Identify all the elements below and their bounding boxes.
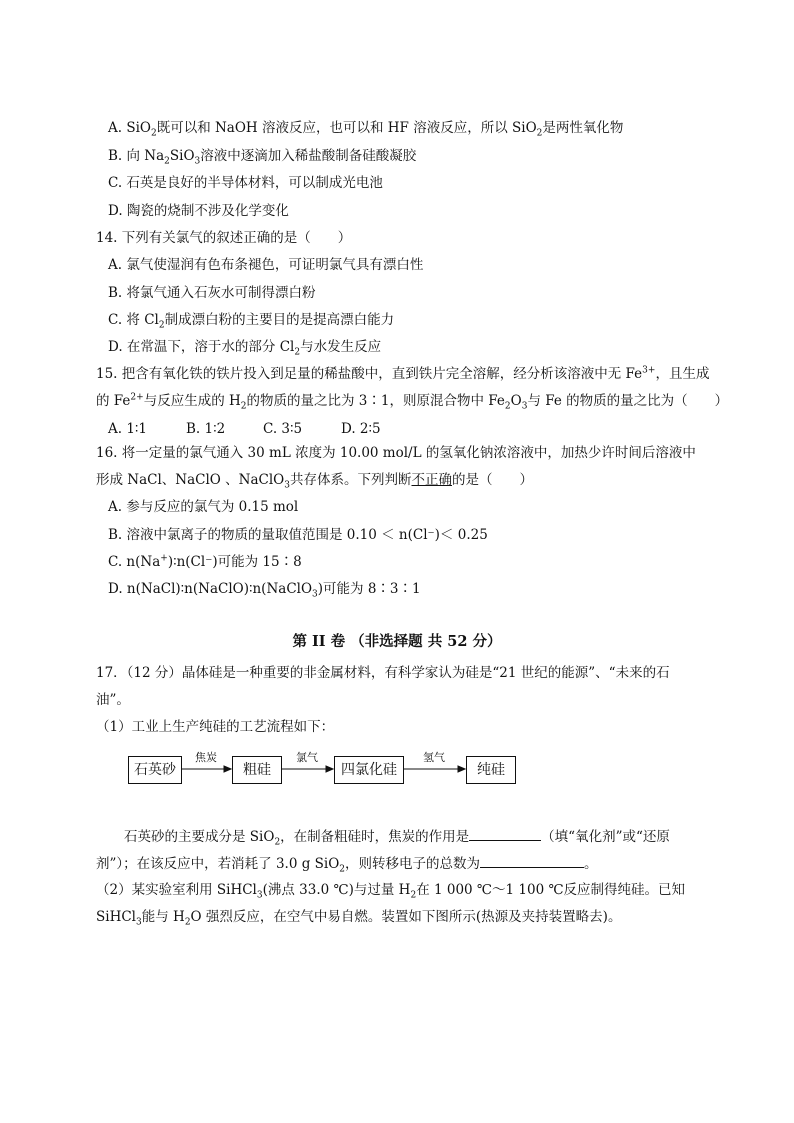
q15-option-b: B. 1∶2 bbox=[186, 421, 226, 437]
flow-arrowhead-2 bbox=[326, 766, 333, 772]
q15-option-d: D. 2∶5 bbox=[341, 421, 381, 437]
q14-stem: 14. 下列有关氯气的叙述正确的是（ ） bbox=[96, 230, 352, 246]
q15-option-a: A. 1∶1 bbox=[108, 421, 148, 437]
flow-arrowhead-1 bbox=[224, 766, 231, 772]
q17-part2-line2: SiHCl$_3$能与 $H_2O$ 强烈反应，在空气中易自燃。装置如下图所示(热源及夹持装置略去)。 bbox=[96, 909, 622, 928]
q17-part1-question-line1: 石英砂的主要成分是 SiO$_2$，在制备粗硅时，焦炭的作用是 （填“氧化剂”或“还原 bbox=[124, 826, 670, 847]
flow-box-quartz-sand: 石英砂 bbox=[128, 756, 182, 784]
q13-option-d: D. 陶瓷的烧制不涉及化学变化 bbox=[108, 203, 289, 219]
q15-option-c: C. 3∶5 bbox=[263, 421, 303, 437]
q15-stem-line2: 的 $Fe^{2+}$与反应生成的 $H_2$的物质的量之比为 3∶1，则原混合物中 $Fe_2O_3$与 Fe 的物质的量之比为（ ） bbox=[96, 392, 729, 412]
q16-stem-line1: 16. 将一定量的氯气通入 30 mL 浓度为 10.00 mol/L 的氢氧化钠浓溶液中，加热少许时间后溶液中 bbox=[96, 445, 696, 461]
q17-part1-question-line2: 剂”）；在该反应中，若消耗了 3.0 g SiO$_2$，则转移电子的总数为 。 bbox=[96, 853, 598, 874]
q16-option-c: C. n(Na+)∶n(Cl⁻)可能为 15∶8 bbox=[108, 553, 302, 570]
flow-box-pure-silicon: 纯硅 bbox=[466, 756, 516, 784]
q16-option-a: A. 参与反应的氯气为 0.15 mol bbox=[108, 499, 299, 515]
q14-option-b: B. 将氯气通入石灰水可制得漂白粉 bbox=[108, 285, 316, 301]
q17-stem-line1: 17．（12 分）晶体硅是一种重要的非金属材料，有科学家认为硅是“21 世纪的能源”、“未来的石 bbox=[96, 665, 670, 681]
q13-option-a: A. SiO$_2$既可以和 NaOH 溶液反应，也可以和 HF 溶液反应，所以 SiO$_2$是两性氧化物 bbox=[108, 120, 624, 139]
flow-arrowhead-3 bbox=[458, 766, 465, 772]
flow-arrow-label-hydrogen: 氢气 bbox=[423, 751, 445, 764]
part-two-title: 第 II 卷 （非选择题 共 52 分） bbox=[292, 633, 502, 650]
q17-part2-line1: （2）某实验室利用 SiHCl$_3$(沸点 33.0 ℃)与过量 $H_2$在 1 000 ℃～1 100 ℃反应制得纯硅。已知 bbox=[96, 882, 686, 901]
answer-blank-electron-count[interactable] bbox=[480, 853, 584, 868]
q16-option-b: B. 溶液中氯离子的物质的量取值范围是 0.10 ＜ n(Cl⁻)＜ 0.25 bbox=[108, 527, 488, 543]
q14-option-a: A. 氯气使湿润有色布条褪色，可证明氯气具有漂白性 bbox=[108, 257, 424, 273]
q14-option-d: D. 在常温下，溶于水的部分 $Cl_2$与水发生反应 bbox=[108, 339, 382, 358]
q16-stem-line2: 形成 NaCl、NaClO 、NaClO$_3$共存体系。下列判断不正确的是（ ） bbox=[96, 472, 533, 491]
flow-box-crude-silicon: 粗硅 bbox=[232, 756, 282, 784]
q17-part1-heading: （1）工业上生产纯硅的工艺流程如下： bbox=[96, 719, 335, 735]
q17-stem-line2: 油”。 bbox=[96, 692, 130, 708]
q13-option-c: C. 石英是良好的半导体材料，可以制成光电池 bbox=[108, 175, 383, 191]
answer-blank-coke-role[interactable] bbox=[469, 826, 541, 841]
q13-option-b: B. 向 $Na_2SiO_3$溶液中逐滴加入稀盐酸制备硅酸凝胶 bbox=[108, 148, 417, 167]
q14-option-c: C. 将 $Cl_2$制成漂白粉的主要目的是提高漂白能力 bbox=[108, 312, 395, 331]
flow-arrow-label-chlorine: 氯气 bbox=[296, 751, 318, 764]
q16-option-d: D. n(NaCl)∶n(NaClO)∶n(NaClO$_3$)可能为 8∶3∶1 bbox=[108, 581, 421, 600]
flow-box-silicon-tetrachloride: 四氯化硅 bbox=[334, 756, 404, 784]
flow-arrow-label-coke: 焦炭 bbox=[195, 751, 217, 764]
q15-stem-line1: 15. 把含有氧化铁的铁片投入到足量的稀盐酸中，直到铁片完全溶解，经分析该溶液中无 $Fe^{3+}$，且生成 bbox=[96, 365, 710, 382]
